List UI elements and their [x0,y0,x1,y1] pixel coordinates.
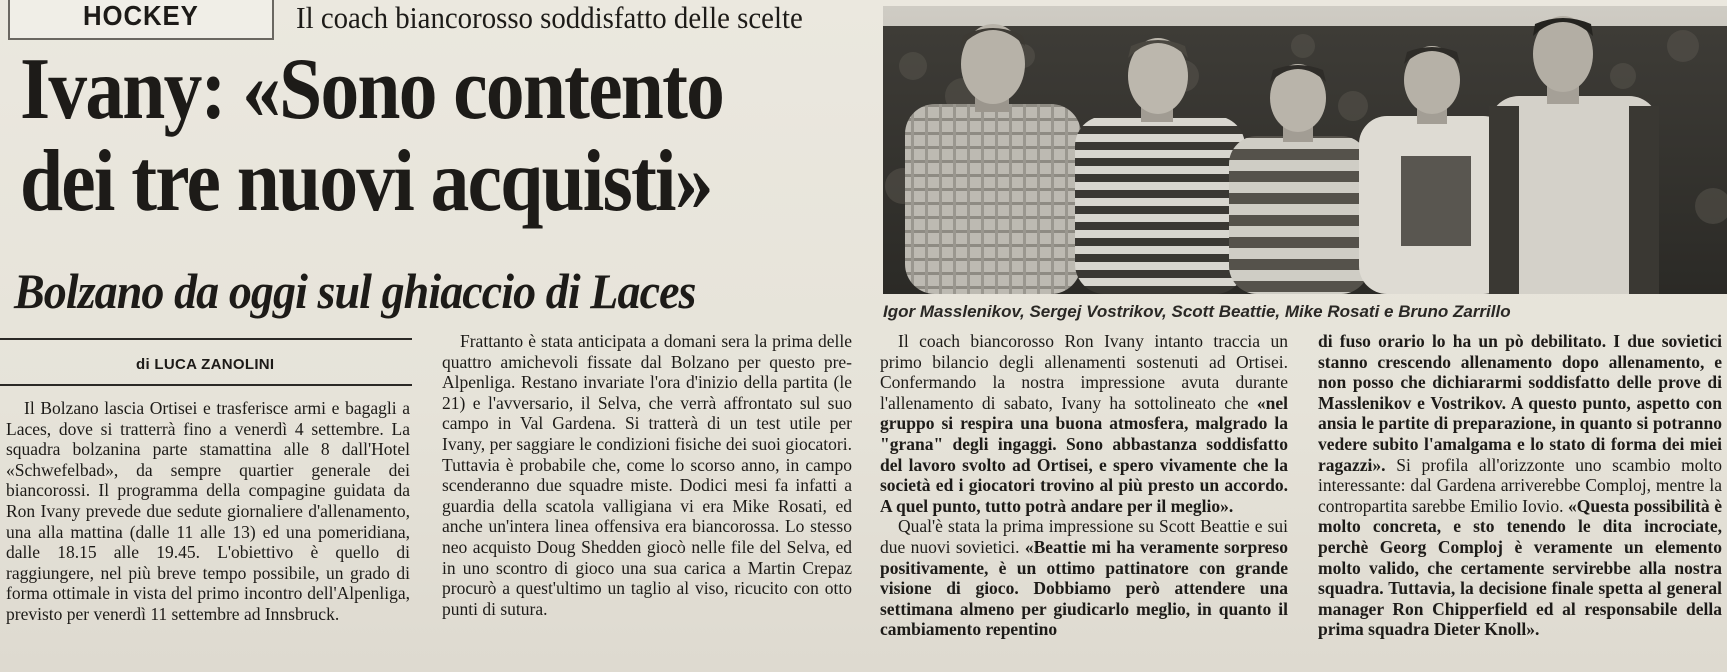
column-3-quote-1: «nel gruppo si respira una buona atmosfera, malgrado la "grana" degli ingaggi. Sono abbastanza soddisfatto del lavoro svolto ad Ortisei, e spero vivamente che la società ed i giocatori trovino al più presto un accordo. A quel punto, tutto potrà andare per il meglio». [880,392,1288,516]
column-3-paragraph-2 [880,516,1288,640]
column-4-paragraph [1318,331,1722,640]
article-column-3 [880,331,1288,668]
column-2-text: Frattanto è stata anticipata a domani sera la prima delle quattro amichevoli fissate dal Bolzano per questo pre-Alpenliga. Restano invariate l'ora d'inizio della partita (le 21) e l'avversario, il Selva, che verrà affrontato sul suo campo in Val Gardena. Si tratterà di un test utile per Ivany, per saggiare le condizioni fisiche dei suoi giocatori. Tuttavia è probabile che, come lo scorso anno, in campo scenderanno due squadre miste. Dodici mesi fa infatti a guardia della scatola valligiana vi era Mike Rosati, ed anche un'intera linea offensiva era biancorossa. Lo stesso neo acquisto Doug Shedden giocò nelle file del Selva, ed in uno scontro di gioco una sua carica a Martin Crepaz procurò a quest'ultimo un taglio al viso, ricucito con otto punti di sutura. [442,331,852,619]
column-3-text-a: Il coach biancorosso Ron Ivany intanto traccia un primo bilancio degli allenamenti sostenuti ad Ortisei. Confermando la nostra impressione avuta durante l'allenamento di sabato, Ivany ha sottolineato che [880,331,1288,413]
article-column-1 [6,398,410,668]
byline-rule-bottom [0,384,412,386]
team-photo-illustration [883,6,1727,294]
column-4-quote-1: di fuso orario lo ha un pò debilitato. I due sovietici stanno crescendo allenamento dopo allenamento, e non posso che dichiararmi soddisfatto delle prove di Masslenikov e Vostrikov. A questo punto, aspetto con ansia le partite di preparazione, in quanto si potranno vedere subito l'amalgama e lo stato di forma dei miei ragazzi». [1318,331,1722,475]
overline: Il coach biancorosso soddisfatto delle scelte [296,0,803,35]
column-4-text-b: Si profila all'orizzonte uno scambio molto interessante: dal Gardena arriverebbe Comploj, mentre la contropartita sarebbe Emilio Iovio. [1318,454,1722,516]
article-column-4 [1318,331,1722,668]
section-tag [8,0,274,40]
photo-caption: Igor Masslenikov, Sergej Vostrikov, Scott Beattie, Mike Rosati e Bruno Zarrillo [883,302,1511,321]
column-1-text: Il Bolzano lascia Ortisei e trasferisce armi e bagagli a Laces, dove si tratterrà fino a venerdì 4 settembre. La squadra bolzanina parte stamattina alle 8 dall'Hotel «Schwefelbad», da sempre quartier generale dei biancorossi. Il programma della compagine guidata da Ron Ivany prevede due sedute giornaliere d'allenamento, una alla mattina (dalle 11 alle 13) ed una pomeridiana, dalle 18.15 alle 19.45. L'obiettivo è quello di raggiungere, nel più breve tempo possibile, un grado di forma ottimale in vista del primo incontro dell'Alpenliga, previsto per venerdì 11 settembre ad Innsbruck. [6,398,410,624]
subheadline: Bolzano da oggi sul ghiaccio di Laces [14,263,696,319]
column-3-quote-2: «Beattie mi ha veramente sorpreso positivamente, è un ottimo pattinatore con grande visione di gioco. Dobbiamo però attendere una settimana almeno per giudicarlo meglio, in quanto il cambiamento repentino [880,536,1288,640]
headline [20,41,777,230]
section-label: HOCKEY [83,0,199,31]
headline-line-2: dei tre nuovi acquisti» [20,133,712,230]
column-3-text-c: Qual'è stata la prima impressione su Scott Beattie e sui due nuovi sovietici. [880,516,1288,557]
byline-rule-top [0,338,412,340]
byline: di LUCA ZANOLINI [136,356,275,373]
column-4-quote-2: «Questa possibilità è molto concreta, e sto tenendo le dita incrociate, perchè Georg Comploj è veramente un elemento molto valido, che certamente servirebbe alla nostra squadra. Tuttavia, la decisione finale spetta al general manager Ron Chipperfield ed al responsabile della prima squadra Dieter Knoll». [1318,495,1722,640]
headline-line-1: Ivany: «Sono contento [20,41,724,138]
team-photo [883,6,1727,294]
article-column-2 [442,331,852,668]
column-3-paragraph-1 [880,331,1288,516]
